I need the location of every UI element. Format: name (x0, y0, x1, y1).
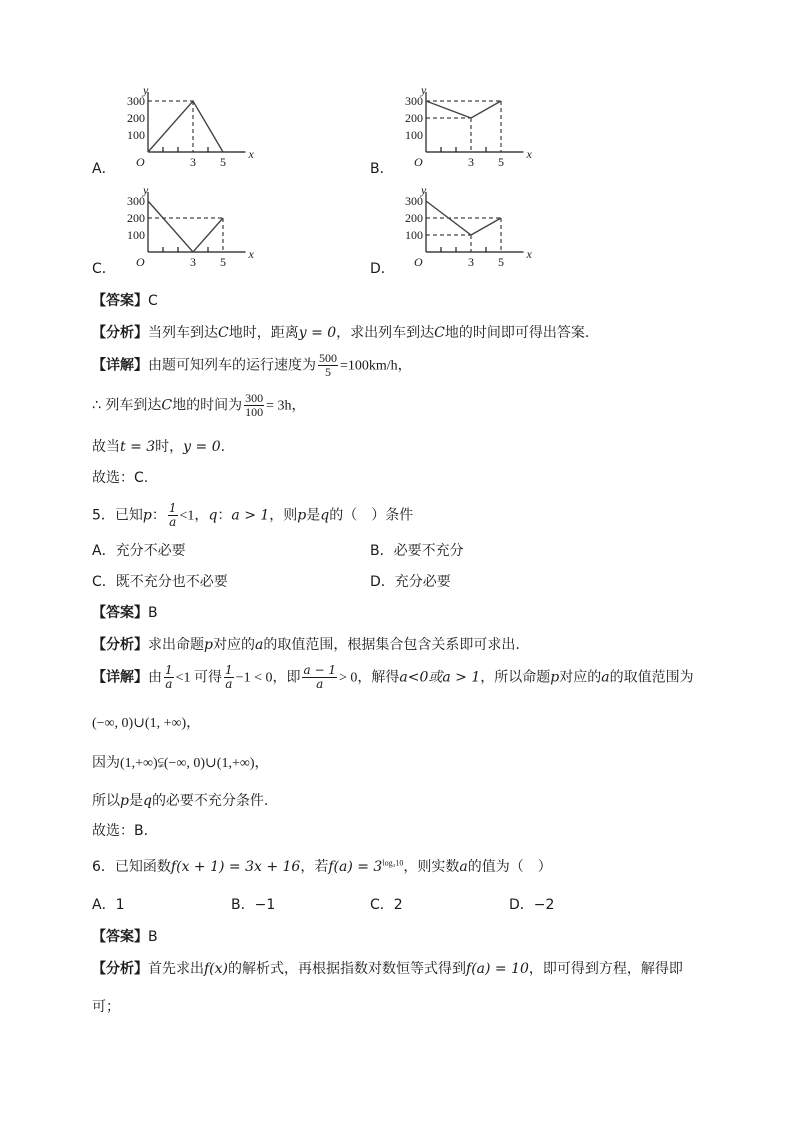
text: ∴ 列车到达 (92, 397, 162, 414)
math: a<0或a > 1 (399, 669, 481, 686)
data-line (426, 101, 501, 118)
q4-answer (92, 290, 158, 310)
text: 的必要不充分条件. (151, 793, 269, 809)
q4-analysis (92, 322, 589, 342)
analysis-tag: 【分析】 (92, 325, 148, 341)
math: p (297, 507, 307, 524)
text: ，则 (269, 507, 298, 524)
math: <1 可得 (175, 670, 223, 686)
graph-plot (110, 84, 280, 179)
x-axis-label: x (248, 147, 254, 161)
y-tick-label: 200 (127, 111, 145, 125)
origin-label: O (136, 255, 145, 269)
text: ，求出列车到达 (336, 325, 435, 341)
math: −1 < 0，即 (235, 670, 301, 686)
data-line (148, 101, 223, 152)
q6-option-d: D．−2 (509, 897, 555, 913)
text: 的解析式，再根据指数对数恒等式得到 (228, 961, 467, 977)
y-tick-label: 300 (405, 94, 423, 108)
math: t = 3 (120, 439, 156, 455)
text: 的取值范围为 (609, 669, 694, 686)
option-label: D． (370, 261, 395, 277)
text: 故当 (92, 439, 120, 455)
origin-label: O (414, 155, 423, 169)
x-tick-label: 5 (220, 255, 226, 269)
analysis-tag: 【分析】 (92, 961, 148, 977)
q4-detail (92, 352, 412, 379)
q5-choose: 故选：B. (92, 823, 149, 839)
q4-line2 (92, 392, 305, 419)
y-tick-label: 100 (127, 128, 145, 142)
y-axis-label: y (143, 184, 149, 197)
text: 时， (155, 439, 184, 455)
text: 是 (306, 507, 321, 524)
x-tick-label: 5 (498, 255, 504, 269)
fraction: $\frac{1}{a}$ (168, 501, 177, 530)
q6-option-c: C．2 (370, 897, 403, 913)
math: p (120, 793, 129, 809)
text: ， (254, 755, 269, 771)
x-tick-label: 3 (190, 155, 196, 169)
text: 的取值范围，根据集合包含关系即可求出. (263, 637, 520, 653)
analysis-tag: 【分析】 (92, 637, 148, 653)
answer-tag: 【答案】 (92, 929, 148, 945)
y-tick-label: 300 (405, 194, 423, 208)
x-tick-label: 3 (468, 255, 474, 269)
text: 的值为（ ） (467, 859, 552, 875)
math: a (459, 859, 468, 875)
math: f(x) (204, 961, 229, 977)
math: > 0，解得 (338, 670, 400, 686)
q5-analysis (92, 634, 520, 654)
text: 对应的 (212, 637, 255, 653)
x-tick-label: 3 (468, 155, 474, 169)
text: 首先求出 (148, 961, 204, 977)
x-axis-label: x (248, 247, 254, 261)
origin-label: O (136, 155, 145, 169)
text: ： (217, 507, 232, 524)
q4-line3 (92, 436, 225, 456)
text: 是 (128, 793, 143, 809)
q6-option-a: A．1 (92, 897, 125, 913)
q5-because (92, 752, 269, 772)
fraction: $\frac{1}{a}$ (225, 663, 233, 692)
q5-stem (92, 502, 413, 529)
y-tick-label: 100 (405, 128, 423, 142)
math-exponent: log₃10 (382, 858, 404, 868)
y-tick-label: 200 (405, 211, 423, 225)
answer-value: B (148, 929, 158, 945)
q5-answer (92, 602, 158, 622)
text: 地时，距离 (228, 325, 299, 341)
math: a (254, 637, 264, 653)
answer-value: B (148, 605, 158, 621)
math: C (218, 325, 229, 341)
math: a > 1 (231, 507, 270, 524)
x-axis-label: x (526, 147, 532, 161)
q6-stem (92, 856, 552, 876)
graph-plot (388, 184, 558, 279)
fraction: $\frac{500}{5}$ (319, 351, 337, 380)
y-axis-label: y (143, 84, 149, 97)
math: q (320, 507, 330, 524)
text: 由题可知列车的运行速度为 (148, 357, 316, 374)
q5-option-a: A．充分不必要 (92, 543, 186, 559)
math: =100km/h， (340, 358, 412, 374)
text: . (220, 439, 226, 455)
text: 5．已知 (92, 507, 143, 524)
text: 的（ ）条件 (329, 507, 414, 524)
math: a (601, 669, 610, 686)
q6-analysis (92, 958, 683, 978)
math: = 3h， (266, 398, 306, 414)
y-axis-label: y (421, 84, 427, 97)
detail-tag: 【详解】 (92, 669, 148, 686)
q6-analysis-cont: 可； (92, 999, 120, 1015)
text: ，即可得到方程，解得即 (528, 961, 683, 977)
graph-plot (388, 84, 558, 179)
fraction: $\frac{1}{a}$ (165, 663, 173, 692)
q5-option-b: B．必要不充分 (370, 543, 464, 559)
text: ： (151, 507, 166, 524)
text: ，所以命题 (480, 669, 551, 686)
q5-detail (92, 664, 694, 691)
fraction: $\frac{a - 1}{a}$ (303, 663, 336, 692)
text: 求出命题 (148, 637, 204, 653)
math: <1， (179, 508, 209, 524)
fraction: $\frac{300}{100}$ (245, 391, 264, 420)
data-line (148, 201, 223, 252)
option-label: B． (370, 161, 394, 177)
math: f(a) = 3 (328, 859, 383, 875)
y-tick-label: 300 (127, 94, 145, 108)
text: ，若 (300, 859, 329, 875)
q5-range: (−∞, 0)∪(1, +∞)， (92, 716, 201, 731)
text: 6．已知函数 (92, 859, 171, 875)
answer-tag: 【答案】 (92, 605, 148, 621)
math: f(x + 1) = 3x + 16 (170, 859, 301, 875)
y-tick-label: 200 (405, 111, 423, 125)
x-tick-label: 5 (498, 155, 504, 169)
origin-label: O (414, 255, 423, 269)
text: ，则实数 (403, 859, 460, 875)
text: 对应的 (559, 669, 602, 686)
math: p (550, 669, 560, 686)
answer-value: C (148, 293, 158, 309)
text: 由 (148, 669, 162, 686)
q5-option-c: C．既不充分也不必要 (92, 574, 228, 590)
math: C (161, 397, 173, 414)
q5-option-d: D．充分必要 (370, 574, 451, 590)
option-label: A． (92, 161, 116, 177)
text: 地的时间为 (172, 397, 243, 414)
math: y = 0 (183, 439, 221, 455)
math: y = 0 (298, 325, 337, 341)
graph-plot (110, 184, 280, 279)
math: q (142, 793, 152, 809)
math: q (208, 507, 218, 524)
answer-tag: 【答案】 (92, 293, 148, 309)
q6-option-b: B．−1 (231, 897, 276, 913)
math: f(a) = 10 (466, 961, 529, 977)
q4-choose: 故选：C. (92, 470, 149, 486)
y-tick-label: 100 (127, 228, 145, 242)
y-tick-label: 200 (127, 211, 145, 225)
x-tick-label: 5 (220, 155, 226, 169)
y-tick-label: 300 (127, 194, 145, 208)
text: 因为 (92, 755, 120, 771)
q5-so (92, 790, 268, 810)
math: p (142, 507, 152, 524)
math: (1,+∞)⫋(−∞, 0)∪(1,+∞) (120, 756, 255, 771)
y-axis-label: y (421, 184, 427, 197)
math: C (434, 325, 445, 341)
text: 当列车到达 (148, 325, 218, 341)
y-tick-label: 100 (405, 228, 423, 242)
q6-answer (92, 926, 158, 946)
x-axis-label: x (526, 247, 532, 261)
math: p (204, 637, 213, 653)
option-label: C． (92, 261, 116, 277)
text: 地的时间即可得出答案. (444, 325, 590, 341)
detail-tag: 【详解】 (92, 357, 148, 374)
x-tick-label: 3 (190, 255, 196, 269)
text: 所以 (92, 793, 120, 809)
